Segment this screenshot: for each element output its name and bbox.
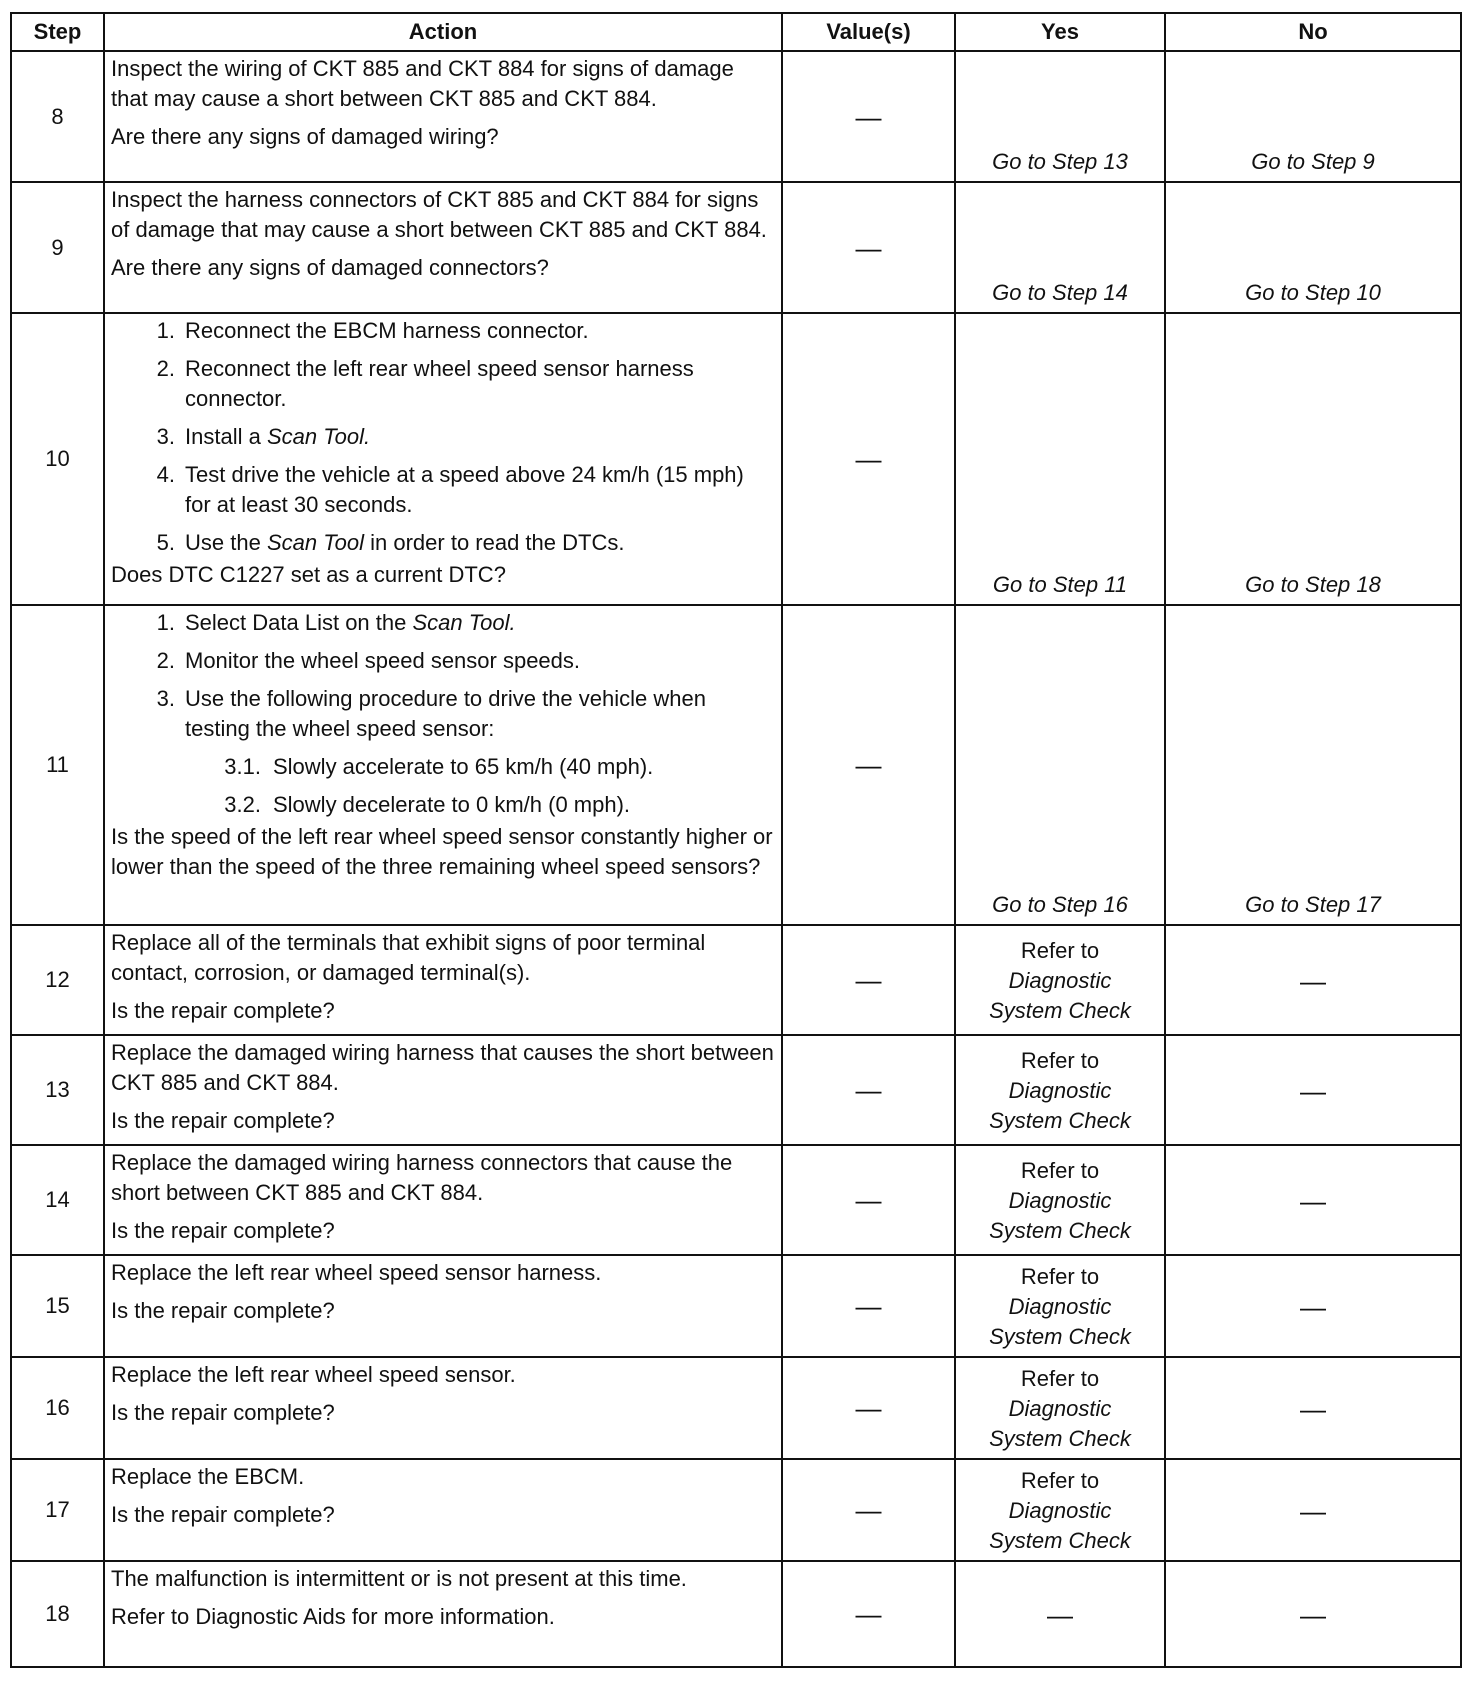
value-cell: — [782, 1035, 955, 1145]
no-cell: — [1165, 1255, 1461, 1357]
no-goto: Go to Step 17 [1165, 605, 1461, 925]
yes-refer: Refer to Diagnostic System Check [955, 1145, 1165, 1255]
diagnostic-steps-table [10, 12, 1462, 1668]
no-goto: Go to Step 9 [1165, 51, 1461, 182]
action-cell [104, 1561, 782, 1667]
list-item: 1. Reconnect the EBCM harness connector. [156, 318, 589, 343]
value-cell: — [782, 605, 955, 925]
action-text: Inspect the wiring of CKT 885 and CKT 884 for signs of damage that may cause a short between CKT 885 and CKT 884. [111, 56, 734, 111]
no-cell: — [1165, 925, 1461, 1035]
step-number: 14 [11, 1145, 104, 1255]
step-number: 15 [11, 1255, 104, 1357]
step-number: 10 [11, 313, 104, 605]
sub-list-item: 3.2. Slowly decelerate to 0 km/h (0 mph). [224, 792, 631, 817]
list-item: 2. Reconnect the left rear wheel speed sensor harness connector. [156, 356, 694, 411]
action-text: The malfunction is intermittent or is not present at this time. [111, 1566, 687, 1591]
header-action: Action [104, 13, 782, 51]
list-item: 3. Use the following procedure to drive the vehicle when testing the wheel speed sensor: [156, 686, 706, 741]
action-text: Replace the damaged wiring harness that causes the short between CKT 885 and CKT 884. [111, 1040, 774, 1095]
action-cell [104, 1357, 782, 1459]
step-row-11 [11, 605, 1461, 925]
value-cell: — [782, 1145, 955, 1255]
action-question: Are there any signs of damaged connectors? [111, 255, 549, 280]
no-cell: — [1165, 1035, 1461, 1145]
action-cell [104, 1255, 782, 1357]
yes-cell: — [955, 1561, 1165, 1667]
value-cell: — [782, 51, 955, 182]
action-question: Is the repair complete? [111, 1502, 335, 1527]
list-item: 2. Monitor the wheel speed sensor speeds. [156, 648, 581, 673]
action-question: Is the repair complete? [111, 1400, 335, 1425]
action-question: Is the speed of the left rear wheel speed sensor constantly higher or lower than the speed of the three remaining wheel speed sensors? [111, 824, 773, 879]
header-step: Step [11, 13, 104, 51]
action-cell [104, 182, 782, 313]
no-cell: — [1165, 1459, 1461, 1561]
step-row-9 [11, 182, 1461, 313]
header-values: Value(s) [782, 13, 955, 51]
action-text: Replace all of the terminals that exhibit signs of poor terminal contact, corrosion, or damaged terminal(s). [111, 930, 706, 985]
no-cell: — [1165, 1357, 1461, 1459]
action-question: Is the repair complete? [111, 1298, 335, 1323]
yes-goto: Go to Step 16 [955, 605, 1165, 925]
value-cell: — [782, 1255, 955, 1357]
action-text: Replace the left rear wheel speed sensor harness. [111, 1260, 602, 1285]
yes-refer: Refer to Diagnostic System Check [955, 1357, 1165, 1459]
action-cell [104, 925, 782, 1035]
yes-refer: Refer to Diagnostic System Check [955, 1255, 1165, 1357]
value-cell: — [782, 182, 955, 313]
yes-goto: Go to Step 11 [955, 313, 1165, 605]
yes-goto: Go to Step 13 [955, 51, 1165, 182]
header-no: No [1165, 13, 1461, 51]
step-number: 18 [11, 1561, 104, 1667]
action-text: Replace the damaged wiring harness connectors that cause the short between CKT 885 and CKT 884. [111, 1150, 733, 1205]
step-row-18 [11, 1561, 1461, 1667]
step-number: 8 [11, 51, 104, 182]
action-cell [104, 1035, 782, 1145]
list-item: 3. Install a Scan Tool. [156, 424, 371, 449]
action-question: Refer to Diagnostic Aids for more information. [111, 1604, 555, 1629]
action-question: Is the repair complete? [111, 998, 335, 1023]
step-row-15 [11, 1255, 1461, 1357]
action-question: Are there any signs of damaged wiring? [111, 124, 499, 149]
step-number: 16 [11, 1357, 104, 1459]
step-row-14 [11, 1145, 1461, 1255]
action-question: Is the repair complete? [111, 1218, 335, 1243]
value-cell: — [782, 1561, 955, 1667]
value-cell: — [782, 1357, 955, 1459]
value-cell: — [782, 313, 955, 605]
step-row-8 [11, 51, 1461, 182]
no-cell: — [1165, 1145, 1461, 1255]
action-question: Is the repair complete? [111, 1108, 335, 1133]
list-item: 1. Select Data List on the Scan Tool. [156, 610, 516, 635]
diagnostic-table-page [10, 12, 1460, 1668]
yes-goto: Go to Step 14 [955, 182, 1165, 313]
no-cell: — [1165, 1561, 1461, 1667]
action-text: Replace the EBCM. [111, 1464, 305, 1489]
action-cell [104, 1145, 782, 1255]
action-cell [104, 51, 782, 182]
action-text: Inspect the harness connectors of CKT 885 and CKT 884 for signs of damage that may cause a short between CKT 885 and CKT 884. [111, 187, 767, 242]
list-item: 5. Use the Scan Tool in order to read the DTCs. [156, 530, 625, 555]
list-item: 4. Test drive the vehicle at a speed above 24 km/h (15 mph) for at least 30 seconds. [156, 462, 744, 517]
yes-refer: Refer to Diagnostic System Check [955, 1035, 1165, 1145]
header-row [11, 13, 1461, 51]
yes-refer: Refer to Diagnostic System Check [955, 925, 1165, 1035]
step-number: 13 [11, 1035, 104, 1145]
header-yes: Yes [955, 13, 1165, 51]
sub-list-item: 3.1. Slowly accelerate to 65 km/h (40 mph). [224, 754, 654, 779]
action-cell [104, 1459, 782, 1561]
yes-refer: Refer to Diagnostic System Check [955, 1459, 1165, 1561]
value-cell: — [782, 1459, 955, 1561]
step-row-17 [11, 1459, 1461, 1561]
step-number: 17 [11, 1459, 104, 1561]
action-question: Does DTC C1227 set as a current DTC? [111, 562, 506, 587]
step-row-13 [11, 1035, 1461, 1145]
step-number: 9 [11, 182, 104, 313]
no-goto: Go to Step 18 [1165, 313, 1461, 605]
action-cell [104, 313, 782, 605]
no-goto: Go to Step 10 [1165, 182, 1461, 313]
action-cell [104, 605, 782, 925]
step-row-16 [11, 1357, 1461, 1459]
action-text: Replace the left rear wheel speed sensor. [111, 1362, 516, 1387]
step-number: 12 [11, 925, 104, 1035]
step-row-12 [11, 925, 1461, 1035]
value-cell: — [782, 925, 955, 1035]
step-row-10 [11, 313, 1461, 605]
step-number: 11 [11, 605, 104, 925]
